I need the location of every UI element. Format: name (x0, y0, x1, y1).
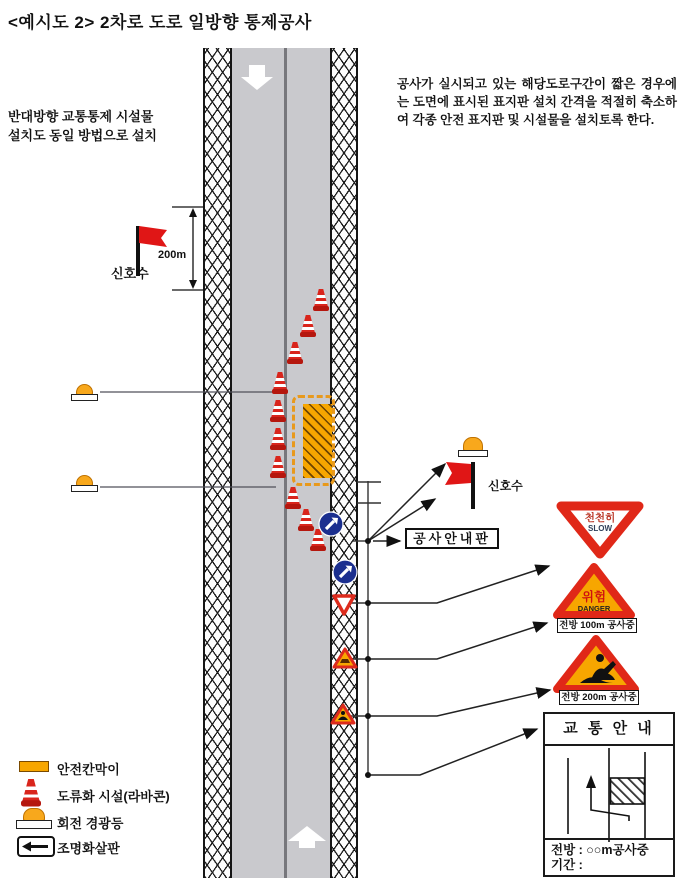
note-line: 설치도 동일 방법으로 설치 (8, 127, 157, 143)
rubber-cone-icon (21, 779, 41, 807)
legend-item-safety-barrier (0, 759, 220, 777)
flagger-label-right: 신호수 (488, 479, 523, 493)
flagger-label-left: 신호수 (111, 266, 149, 281)
flagger-flag-icon (442, 458, 482, 514)
legend-item-rubber-cone (0, 779, 220, 805)
traffic-direction-arrow-down (241, 65, 273, 90)
distance-label: 200m (158, 249, 187, 261)
legend-label: 회전 경광등 (57, 816, 124, 831)
traffic-cone (300, 315, 316, 337)
legend-item-arrow-panel (0, 836, 220, 856)
rotating-beacon-icon (458, 437, 488, 458)
worker-sign-small-icon (330, 702, 356, 726)
legend-label: 안전칸막이 (57, 762, 120, 777)
legend-label: 도류화 시설(라바콘) (57, 789, 170, 804)
traffic-cone (298, 509, 314, 531)
callout-spine (344, 481, 381, 775)
danger-sign-caption: 전방 100m 공사중 (557, 618, 637, 633)
danger-sign-en-text: DANGER (577, 604, 611, 613)
traffic-cone (285, 487, 301, 509)
info-line-period: 기간 : (551, 858, 583, 872)
arrow-panel-icon (17, 836, 55, 857)
danger-sign-icon (550, 560, 638, 622)
note-line: 반대방향 교통통제 시설물 (8, 109, 154, 124)
rotating-beacon-icon (16, 808, 52, 830)
traffic-info-title: 교 통 안 내 (545, 714, 673, 746)
traffic-cone (287, 342, 303, 364)
lane-change-sign-icon (332, 559, 358, 585)
slow-sign-icon (553, 499, 647, 561)
lane-change-sign-icon (318, 511, 344, 537)
traffic-info-diagram (545, 746, 673, 842)
traffic-cone (313, 289, 329, 311)
construction-board-label: 공사안내판 (405, 528, 499, 549)
legend-label: 조명화살판 (57, 841, 120, 856)
safety-barrier-icon (19, 761, 49, 772)
slow-sign-kr-text: 천천히 (584, 512, 616, 524)
page-title: <예시도 2> 2차로 도로 일방향 통제공사 (8, 13, 312, 32)
rotating-beacon-icon (71, 384, 98, 402)
rotating-beacon-icon (71, 475, 98, 493)
traffic-cone (270, 400, 286, 422)
traffic-cone (270, 456, 286, 478)
note-short-section: 공사가 실시되고 있는 해당도로구간이 짧은 경우에는 도면에 표시된 표지판 설치 간격을 적절히 축소하여 각종 안전 표지판 및 시설물을 설치토록 한다. (397, 77, 677, 127)
legend-item-rotating-beacon (0, 808, 220, 830)
traffic-cone (272, 372, 288, 394)
traffic-info-board (543, 712, 675, 877)
worker-sign-icon (550, 632, 642, 696)
slow-sign-small-icon (331, 593, 357, 617)
danger-sign-small-icon (332, 646, 358, 670)
info-line-ahead: 전방 : ○○m공사중 (551, 843, 649, 857)
danger-sign-kr-text: 위험 (581, 590, 607, 604)
traffic-cone (270, 428, 286, 450)
slow-sign-en-text: SLOW (588, 524, 612, 533)
traffic-direction-arrow-up (288, 826, 326, 848)
worker-sign-caption: 전방 200m 공사중 (559, 690, 639, 705)
